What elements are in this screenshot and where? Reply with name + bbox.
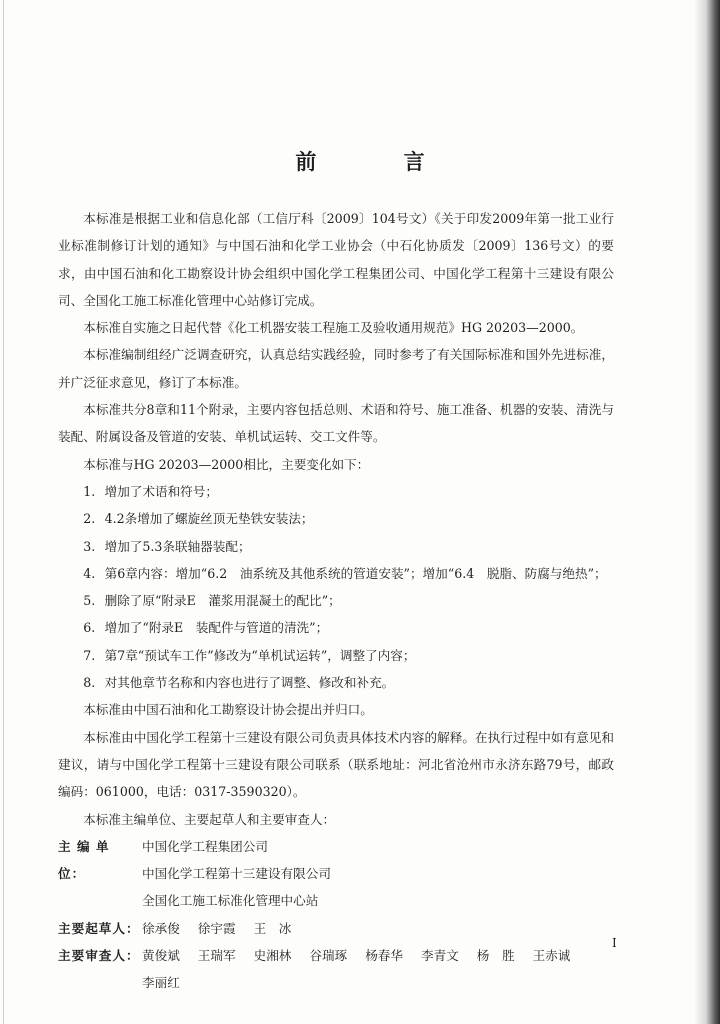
chief-editor-units xyxy=(142,833,614,915)
chief-editor-section xyxy=(58,833,614,915)
paragraph: 本标准是根据工业和信息化部（工信厅科〔2009〕104号文）《关于印发2009年第一批工业行业标准制修订计划的通知》与中国石油和化学工业协会（中石化协质发〔2009〕136号文）的要求，由中国石油和化工勘察设计协会组织中国化学工程集团公司、中国化学工程第十三建设有限公司、全国化工施工标准化管理中心站修订完成。 xyxy=(58,211,614,308)
unit-name: 中国化学工程第十三建设有限公司 xyxy=(142,866,331,882)
reviewers-section xyxy=(58,942,614,997)
paragraph: 本标准由中国化学工程第十三建设有限公司负责具体技术内容的解释。在执行过程中如有意见和建议，请与中国化学工程第十三建设有限公司联系（联系地址：河北省沧州市永济东路79号，邮政编码：061000，电话：0317-3590320）。 xyxy=(58,729,614,800)
person-name: 史湘林 xyxy=(253,948,292,964)
reviewers-names xyxy=(142,942,614,997)
drafters-section xyxy=(58,915,614,942)
person-name: 王瑞军 xyxy=(197,948,236,964)
list-item: 8. 对其他章节名称和内容也进行了调整、修改和补充。 xyxy=(83,675,395,691)
list-item: 6. 增加了“附录E 装配件与管道的清洗”； xyxy=(83,620,329,636)
list-item: 7. 第7章“预试车工作”修改为“单机试运转”，调整了内容； xyxy=(83,647,416,663)
paragraph: 本标准编制组经广泛调查研究，认真总结实践经验，同时参考了有关国际标准和国外先进标准，并广泛征求意见，修订了本标准。 xyxy=(58,347,614,390)
paragraph: 本标准与HG 20203—2000相比，主要变化如下： xyxy=(83,456,370,472)
drafters-label: 主要起草人： xyxy=(58,920,140,936)
person-name: 王赤诚 xyxy=(532,948,571,964)
person-name: 徐宇霞 xyxy=(197,920,236,936)
book-spine-shadow xyxy=(694,0,720,1024)
paragraph: 本标准共分8章和11个附录，主要内容包括总则、术语和符号、施工准备、机器的安装、清洗与装配、附属设备及管道的安装、单机试运转、交工文件等。 xyxy=(58,402,614,445)
person-name: 李青文 xyxy=(420,948,459,964)
person-name: 王 冰 xyxy=(253,920,292,936)
list-item: 4. 第6章内容：增加“6.2 油系统及其他系统的管道安装”；增加“6.4 脱脂、防腐与绝热”； xyxy=(83,565,607,581)
page-title: 前 言 xyxy=(295,150,465,174)
reviewers-label: 主要审查人： xyxy=(58,948,140,964)
chief-editor-label: 主 编 单 位： xyxy=(58,838,110,882)
foreword-body xyxy=(58,205,614,997)
person-name: 谷瑞琢 xyxy=(309,948,348,964)
change-list xyxy=(58,478,614,696)
list-item: 3. 增加了5.3条联轴器装配； xyxy=(83,538,251,554)
unit-name: 全国化工施工标准化管理中心站 xyxy=(142,893,319,909)
person-name: 杨春华 xyxy=(365,948,403,964)
list-item: 2. 4.2条增加了螺旋丝顶无垫铁安装法； xyxy=(83,511,314,527)
person-name: 徐承俊 xyxy=(142,920,180,936)
paragraph: 本标准由中国石油和化工勘察设计协会提出并归口。 xyxy=(83,702,373,718)
list-item: 5. 删除了原“附录E 灌浆用混凝土的配比”； xyxy=(83,593,341,609)
paragraph: 本标准主编单位、主要起草人和主要审查人： xyxy=(83,811,336,827)
person-name: 李丽红 xyxy=(142,975,180,991)
person-name: 杨 胜 xyxy=(476,948,515,964)
list-item: 1. 增加了术语和符号； xyxy=(83,483,218,499)
unit-name: 中国化学工程集团公司 xyxy=(142,838,268,854)
drafters-names xyxy=(142,915,614,942)
paragraph: 本标准自实施之日起代替《化工机器安装工程施工及验收通用规范》HG 20203—2000。 xyxy=(83,320,584,336)
page-number: I xyxy=(612,936,617,950)
person-name: 黄俊斌 xyxy=(142,948,180,964)
